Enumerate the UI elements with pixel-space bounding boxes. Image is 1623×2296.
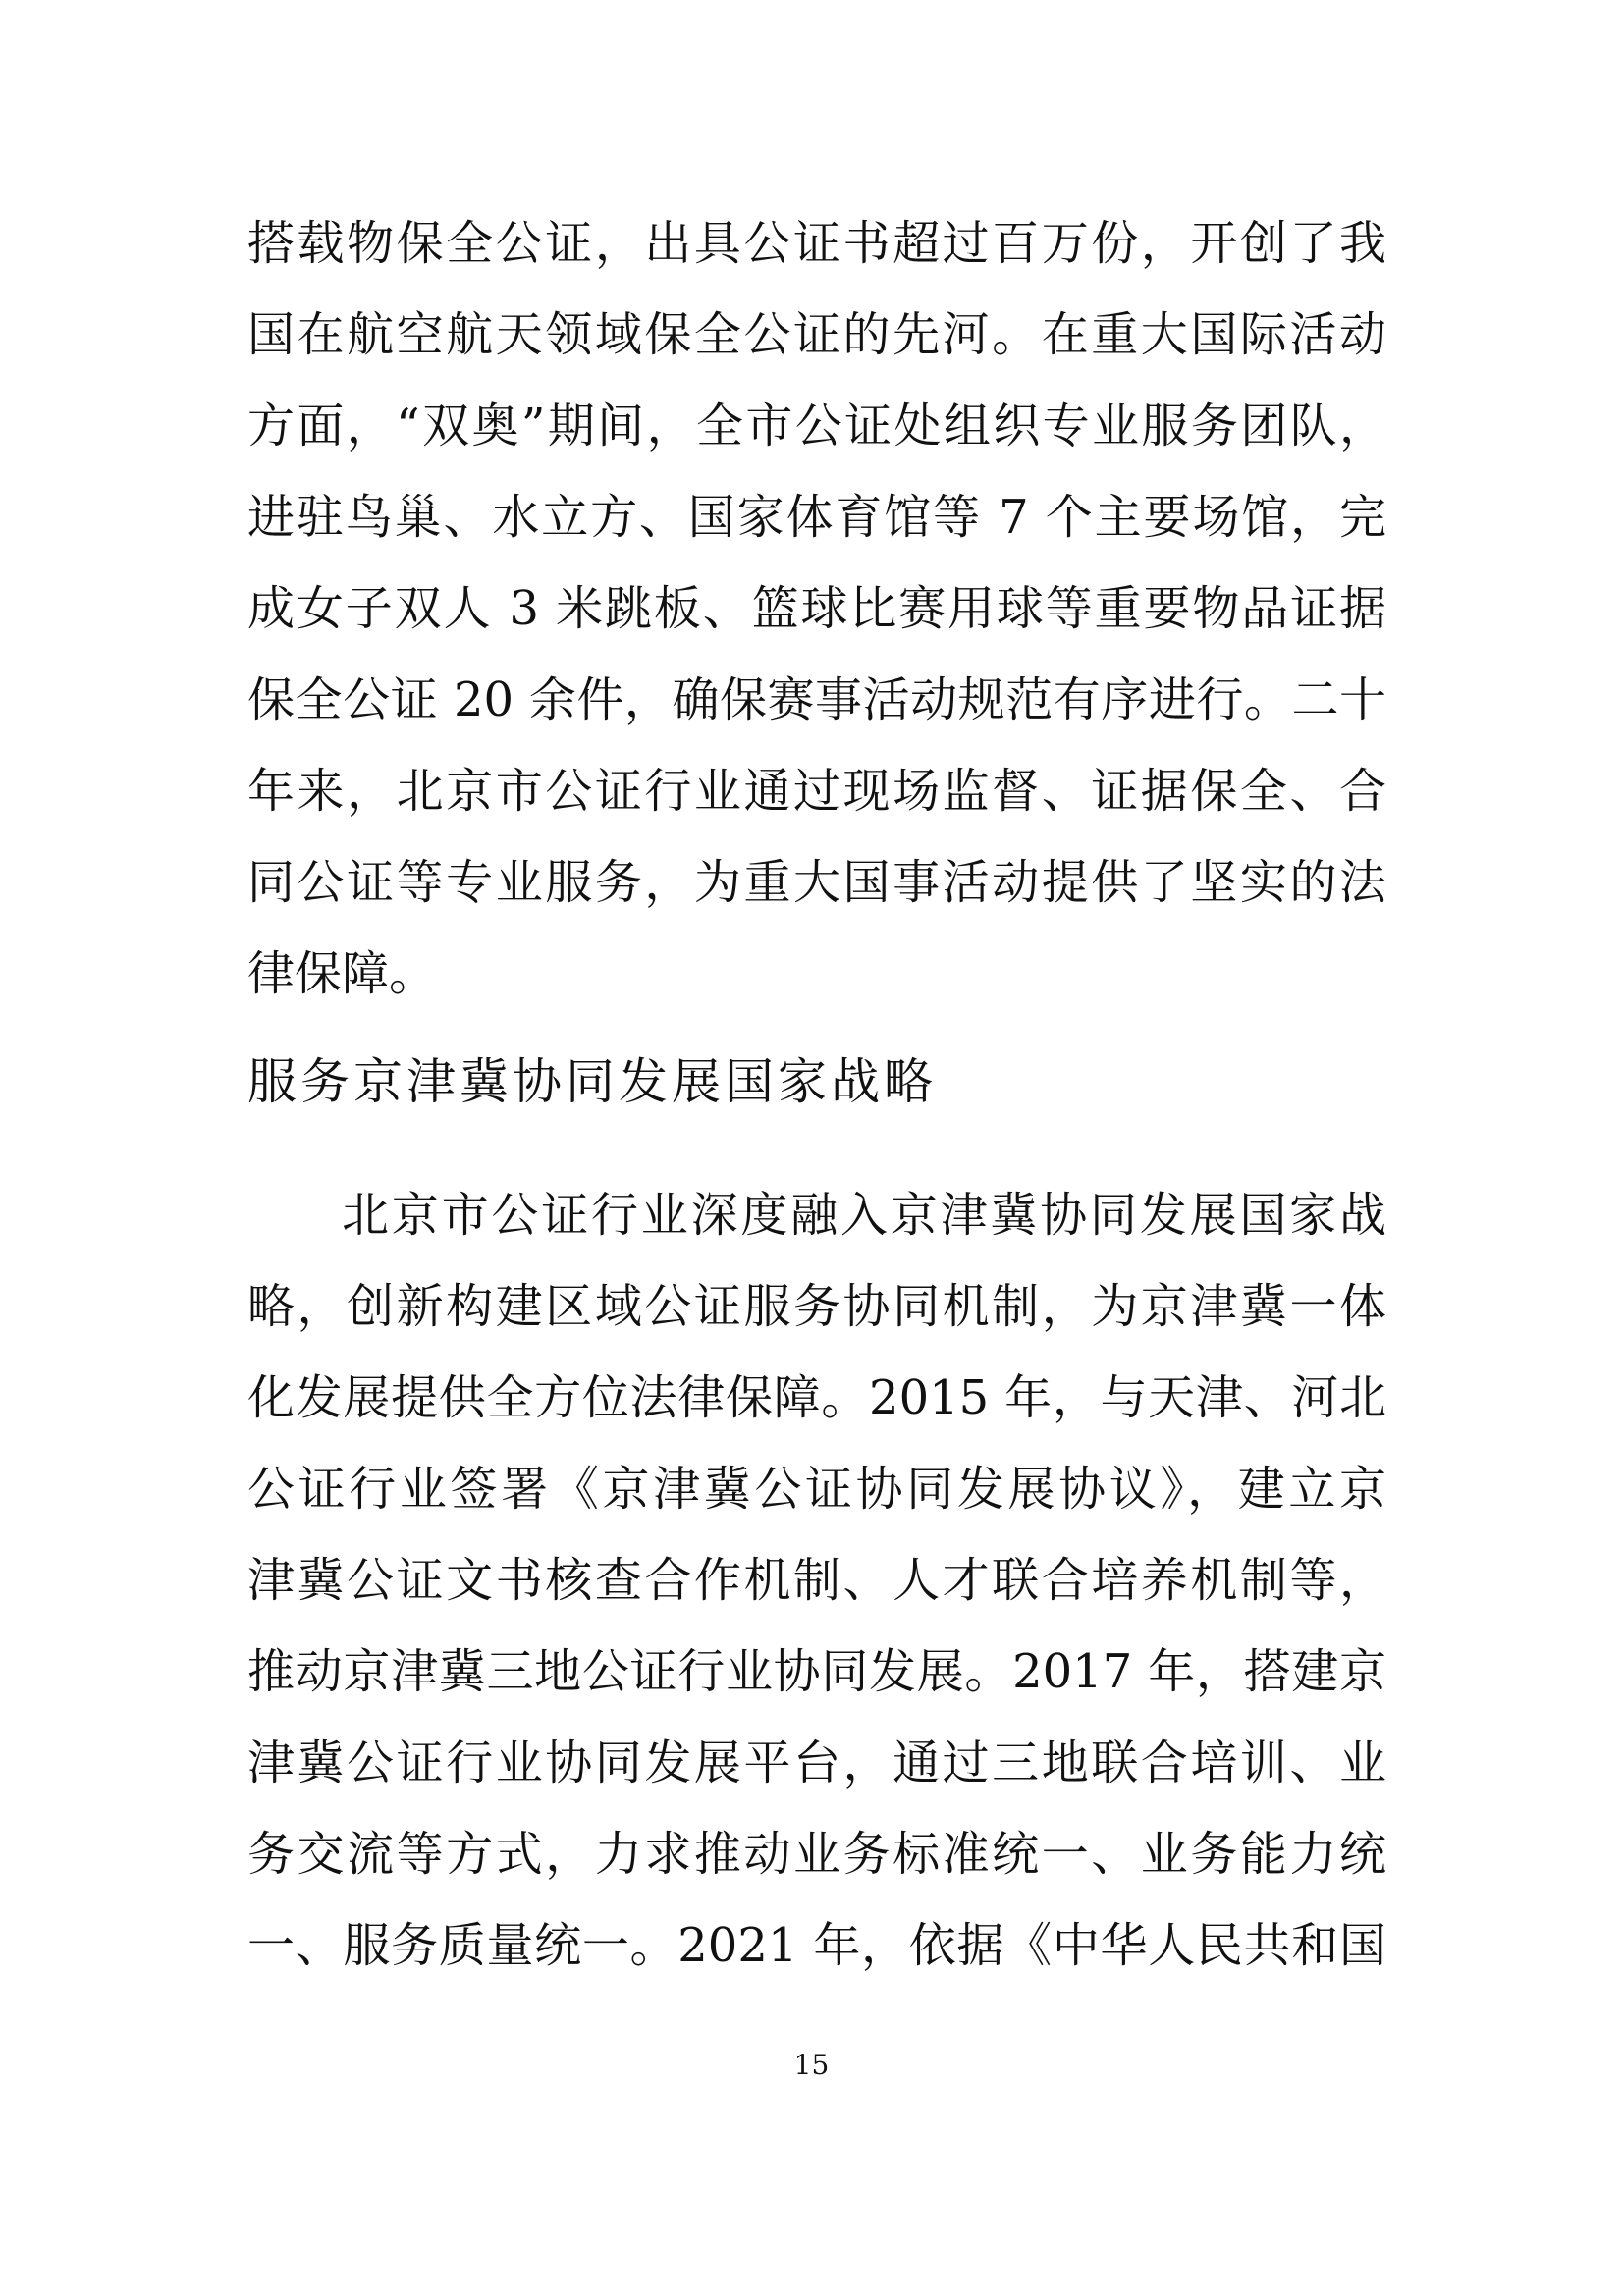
paragraph-1-line: 年来，北京市公证行业通过现场监督、证据保全、合 (247, 764, 1386, 819)
paragraph-2-line: 一、服务质量统一。2021 年，依据《中华人民共和国 (247, 1918, 1386, 1973)
paragraph-2-line: 津冀公证行业协同发展平台，通过三地联合培训、业 (247, 1735, 1386, 1790)
paragraph-1-line: 律保障。 (247, 946, 437, 1001)
paragraph-1-line: 保全公证 20 余件，确保赛事活动规范有序进行。二十 (247, 672, 1386, 727)
paragraph-1-line: 国在航空航天领域保全公证的先河。在重大国际活动 (247, 307, 1386, 362)
paragraph-1-line: 进驻鸟巢、水立方、国家体育馆等 7 个主要场馆，完 (247, 490, 1386, 545)
paragraph-2-line: 略，创新构建区域公证服务协同机制，为京津冀一体 (247, 1279, 1386, 1334)
paragraph-1-line: 成女子双人 3 米跳板、篮球比赛用球等重要物品证据 (247, 581, 1386, 636)
page-number: 15 (793, 2049, 830, 2081)
paragraph-2-line: 公证行业签署《京津冀公证协同发展协议》，建立京 (247, 1462, 1386, 1517)
section-heading: 服务京津冀协同发展国家战略 (247, 1053, 937, 1110)
paragraph-2-line: 推动京津冀三地公证行业协同发展。2017 年，搭建京 (247, 1644, 1386, 1699)
paragraph-2-line: 北京市公证行业深度融入京津冀协同发展国家战 (342, 1188, 1386, 1243)
paragraph-1-line: 方面，“双奥”期间，全市公证处组织专业服务团队， (247, 399, 1386, 454)
paragraph-2-line: 务交流等方式，力求推动业务标准统一、业务能力统 (247, 1827, 1386, 1882)
paragraph-2-line: 化发展提供全方位法律保障。2015 年，与天津、河北 (247, 1370, 1386, 1425)
paragraph-1-line: 搭载物保全公证，出具公证书超过百万份，开创了我 (247, 216, 1386, 271)
paragraph-1-line: 同公证等专业服务，为重大国事活动提供了坚实的法 (247, 855, 1386, 910)
paragraph-2-line: 津冀公证文书核查合作机制、人才联合培养机制等， (247, 1553, 1386, 1608)
